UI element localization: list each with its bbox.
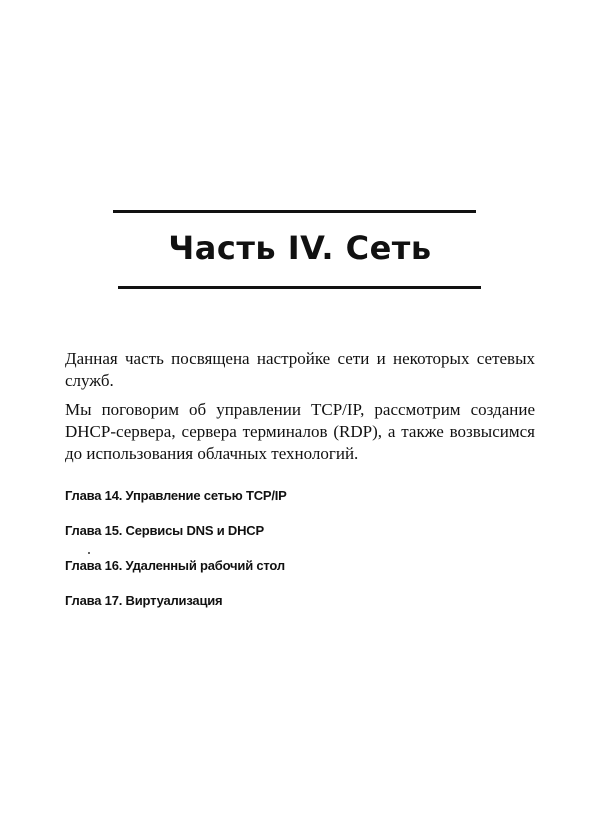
intro-paragraph: Мы поговорим об управлении TCP/IP, рассмотрим создание DHCP-сервера, сервера терминалов (RDP), а также возвысимся до использования облачных технологий. — [65, 400, 535, 463]
chapter-14-item: Глава 14. Управление сетью TCP/IP — [65, 488, 287, 503]
title-top-rule — [113, 210, 476, 213]
chapter-list — [65, 488, 545, 628]
part-title: Часть IV. Сеть — [168, 229, 432, 267]
scan-speck — [88, 552, 90, 554]
chapter-15-item: Глава 15. Сервисы DNS и DHCP — [65, 523, 264, 538]
chapter-16-item: Глава 16. Удаленный рабочий стол — [65, 558, 285, 573]
title-bottom-rule — [118, 286, 481, 289]
intro-text — [65, 348, 535, 472]
intro-paragraph: Данная часть посвящена настройке сети и некоторых сетевых служб. — [65, 349, 535, 390]
chapter-17-item: Глава 17. Виртуализация — [65, 593, 223, 608]
